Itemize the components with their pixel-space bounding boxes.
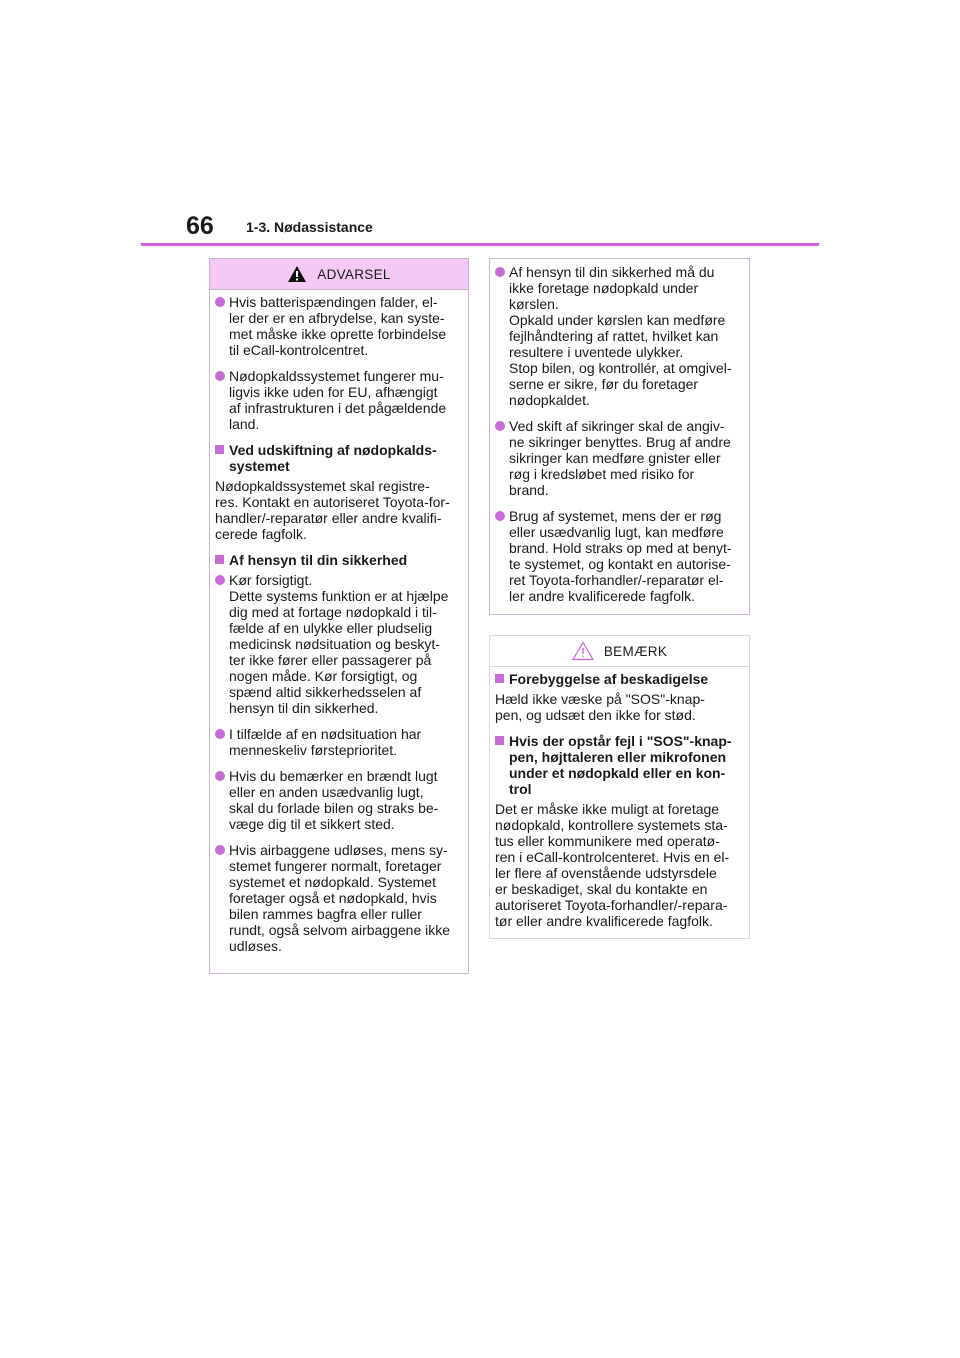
text-line: Af hensyn til din sikkerhed <box>229 552 408 568</box>
text-line: medicinsk nødsituation og beskyt- <box>229 636 440 652</box>
text-line: nødopkaldet. <box>509 392 590 408</box>
text-line: Hvis airbaggene udløses, mens sy- <box>229 842 448 858</box>
note-box-body <box>490 667 749 945</box>
warning-box-header <box>210 259 468 290</box>
text-line: serne er sikre, før du foretager <box>509 376 699 392</box>
text-line: ren i eCall-kontrolcenteret. Hvis en el- <box>495 849 730 865</box>
text-line: Nødopkaldssystemet skal registre- <box>215 478 430 494</box>
bullet-item <box>215 294 462 358</box>
caution-triangle-icon <box>572 641 594 661</box>
text-line: Brug af systemet, mens der er røg <box>509 508 722 524</box>
warning-box-continued <box>489 258 750 615</box>
text-line: hensyn til din sikkerhed. <box>229 700 379 716</box>
text-line: skal du forlade bilen og straks be- <box>229 800 439 816</box>
text-line: tør eller andre kvalificerede fagfolk. <box>495 913 713 929</box>
section-heading <box>215 442 462 474</box>
bullet-item <box>495 508 743 604</box>
text-line: systemet et nødopkald. Systemet <box>229 874 436 890</box>
bullet-item <box>495 418 743 498</box>
text-line: systemet <box>229 458 290 474</box>
paragraph <box>495 691 743 723</box>
text-line: resultere i uventede ulykker. <box>509 344 684 360</box>
text-line: under et nødopkald eller en kon- <box>509 765 726 781</box>
warning-box-continued-body <box>490 259 749 620</box>
text-line: ret Toyota-forhandler/-reparatør el- <box>509 572 724 588</box>
note-box-header <box>490 636 749 667</box>
text-line: Ved skift af sikringer skal de angiv- <box>509 418 725 434</box>
text-line: ikke foretage nødopkald under <box>509 280 699 296</box>
text-line: brand. <box>509 482 549 498</box>
text-line: cerede fagfolk. <box>215 526 307 542</box>
text-line: Hvis der opstår fejl i "SOS"-knap- <box>509 733 732 749</box>
header-rule <box>141 243 819 246</box>
text-line: land. <box>229 416 260 432</box>
text-line: Forebyggelse af beskadigelse <box>509 671 709 687</box>
text-line: eller usædvanlig lugt, kan medføre <box>509 524 724 540</box>
bullet-item <box>215 768 462 832</box>
text-line: Nødopkaldssystemet fungerer mu- <box>229 368 444 384</box>
text-line: Hvis du bemærker en brændt lugt <box>229 768 438 784</box>
text-line: nogen måde. Kør forsigtigt, og <box>229 668 418 684</box>
text-line: rundt, også selvom airbaggene ikke <box>229 922 451 938</box>
text-line: fælde af en ulykke eller pludselig <box>229 620 433 636</box>
text-line: met måske ikke oprette forbindelse <box>229 326 447 342</box>
text-line: Af hensyn til din sikkerhed må du <box>509 264 715 280</box>
text-line: kørslen. <box>509 296 559 312</box>
text-line: Opkald under kørslen kan medføre <box>509 312 726 328</box>
warning-box-body <box>210 290 468 970</box>
text-line: I tilfælde af en nødsituation har <box>229 726 422 742</box>
section-title: 1-3. Nødassistance <box>246 219 373 235</box>
text-line: til eCall-kontrolcentret. <box>229 342 369 358</box>
text-line: sikringer kan medføre gnister eller <box>509 450 721 466</box>
text-line: ter ikke fører eller passagerer på <box>229 652 432 668</box>
text-line: Hvis batterispændingen falder, el- <box>229 294 438 310</box>
paragraph <box>215 478 462 542</box>
bullet-item <box>215 842 462 954</box>
page-number: 66 <box>186 212 214 240</box>
text-line: bilen rammes bagfra eller ruller <box>229 906 422 922</box>
text-line: røg i kredsløbet med risiko for <box>509 466 695 482</box>
text-line: res. Kontakt en autoriseret Toyota-for- <box>215 494 450 510</box>
text-line: er beskadiget, skal du kontakte en <box>495 881 708 897</box>
text-line: tus eller kommunikere med operatø- <box>495 833 720 849</box>
text-line: spænd altid sikkerhedsselen af <box>229 684 422 700</box>
paragraph <box>495 801 743 929</box>
text-line: Dette systems funktion er at hjælpe <box>229 588 449 604</box>
text-line: ler flere af ovenstående udstyrsdele <box>495 865 717 881</box>
text-line: Det er måske ikke muligt at foretage <box>495 801 720 817</box>
text-line: trol <box>509 781 532 797</box>
text-line: Ved udskiftning af nødopkalds- <box>229 442 437 458</box>
section-heading <box>215 552 462 568</box>
warning-box <box>209 258 469 974</box>
bullet-item <box>495 264 743 408</box>
note-box-title: BEMÆRK <box>603 643 668 659</box>
text-line: pen, og udsæt den ikke for stød. <box>495 707 696 723</box>
text-line: nødopkald, kontrollere systemets sta- <box>495 817 728 833</box>
text-line: menneskeliv førsteprioritet. <box>229 742 398 758</box>
text-line: af infrastrukturen i det pågældende <box>229 400 447 416</box>
text-line: fejlhåndtering af rattet, hvilket kan <box>509 328 719 344</box>
text-line: ler andre kvalificerede fagfolk. <box>509 588 695 604</box>
warning-box-title: ADVARSEL <box>317 266 391 282</box>
bullet-item <box>215 572 462 716</box>
text-line: væge dig til et sikkert sted. <box>229 816 395 832</box>
text-line: handler/-reparatør eller andre kvalifi- <box>215 510 442 526</box>
bullet-item <box>215 368 462 432</box>
text-line: autoriseret Toyota-forhandler/-repara- <box>495 897 728 913</box>
text-line: ligvis ikke uden for EU, afhængigt <box>229 384 438 400</box>
text-line: dig med at fortage nødopkald i til- <box>229 604 437 620</box>
note-box <box>489 635 750 939</box>
text-line: brand. Hold straks op med at benyt- <box>509 540 732 556</box>
text-line: stemet fungerer normalt, foretager <box>229 858 442 874</box>
text-line: udløses. <box>229 938 282 954</box>
bullet-item <box>215 726 462 758</box>
text-line: ler der er en afbrydelse, kan syste- <box>229 310 445 326</box>
text-line: eller en anden usædvanlig lugt, <box>229 784 424 800</box>
text-line: ne sikringer benyttes. Brug af andre <box>509 434 731 450</box>
section-heading <box>495 671 743 687</box>
text-line: foretager også et nødopkald, hvis <box>229 890 437 906</box>
text-line: te systemet, og kontakt en autorise- <box>509 556 731 572</box>
warning-triangle-icon <box>287 265 307 283</box>
text-line: Stop bilen, og kontrollér, at omgivel- <box>509 360 732 376</box>
text-line: pen, højttaleren eller mikrofonen <box>509 749 727 765</box>
text-line: Hæld ikke væske på "SOS"-knap- <box>495 691 705 707</box>
text-line: Kør forsigtigt. <box>229 572 313 588</box>
section-heading <box>495 733 743 797</box>
